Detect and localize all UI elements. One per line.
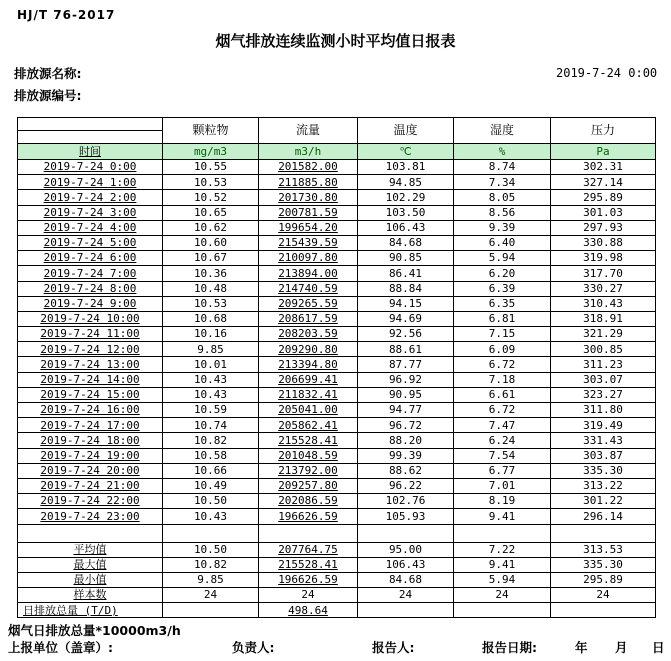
value-cell: 10.53: [163, 296, 259, 311]
table-row: [18, 387, 656, 402]
value-cell: 10.49: [163, 478, 259, 493]
value-cell: 201582.00: [259, 160, 358, 175]
summary-value: 335.30: [551, 557, 656, 572]
value-cell: 214740.59: [259, 281, 358, 296]
summary-value: 215528.41: [259, 557, 358, 572]
value-cell: 297.93: [551, 220, 656, 235]
value-cell: 7.54: [454, 448, 551, 463]
value-cell: 201730.80: [259, 190, 358, 205]
value-cell: 88.61: [358, 342, 454, 357]
table-row: [18, 418, 656, 433]
value-cell: 10.52: [163, 190, 259, 205]
summary-value: 295.89: [551, 572, 656, 587]
value-cell: 209265.59: [259, 296, 358, 311]
time-header-blank-top: [18, 118, 163, 131]
value-cell: 202086.59: [259, 494, 358, 509]
value-cell: 6.40: [454, 235, 551, 250]
value-cell: 88.62: [358, 463, 454, 478]
table-row: [18, 281, 656, 296]
value-cell: 7.34: [454, 175, 551, 190]
value-cell: 96.92: [358, 372, 454, 387]
value-cell: 88.20: [358, 433, 454, 448]
table-row: [18, 175, 656, 190]
value-cell: 88.84: [358, 281, 454, 296]
value-cell: 9.41: [454, 509, 551, 524]
summary-value: 24: [163, 588, 259, 603]
value-cell: 327.14: [551, 175, 656, 190]
value-cell: 310.43: [551, 296, 656, 311]
summary-label: 最小值: [18, 572, 163, 587]
summary-value: 24: [358, 588, 454, 603]
table-row: [18, 463, 656, 478]
value-cell: 10.55: [163, 160, 259, 175]
table-row: [18, 342, 656, 357]
summary-label: 日排放总量 (T/D): [18, 603, 163, 618]
value-cell: 7.47: [454, 418, 551, 433]
time-cell: 2019-7-24 14:00: [18, 372, 163, 387]
summary-row: [18, 572, 656, 587]
value-cell: 205041.00: [259, 403, 358, 418]
value-cell: 200781.59: [259, 205, 358, 220]
summary-value: 9.41: [454, 557, 551, 572]
value-cell: 6.09: [454, 342, 551, 357]
value-cell: 201048.59: [259, 448, 358, 463]
value-cell: 6.72: [454, 403, 551, 418]
summary-value: 207764.75: [259, 542, 358, 557]
value-cell: 10.36: [163, 266, 259, 281]
value-cell: 103.81: [358, 160, 454, 175]
value-cell: 215528.41: [259, 433, 358, 448]
value-cell: 295.89: [551, 190, 656, 205]
value-cell: 99.39: [358, 448, 454, 463]
value-cell: 9.39: [454, 220, 551, 235]
value-cell: 302.31: [551, 160, 656, 175]
standard-code: HJ/T 76-2017: [17, 8, 116, 22]
value-cell: 323.27: [551, 387, 656, 402]
time-cell: 2019-7-24 18:00: [18, 433, 163, 448]
time-cell: 2019-7-24 11:00: [18, 327, 163, 342]
value-cell: 208617.59: [259, 311, 358, 326]
value-cell: 10.48: [163, 281, 259, 296]
value-cell: 10.62: [163, 220, 259, 235]
col-header-humidity: 湿度: [454, 118, 551, 144]
summary-value: [163, 603, 259, 618]
time-cell: 2019-7-24 16:00: [18, 403, 163, 418]
footer-note: 烟气日排放总量*10000m3/h: [8, 623, 181, 638]
summary-value: 10.82: [163, 557, 259, 572]
time-cell: 2019-7-24 23:00: [18, 509, 163, 524]
col-header-particulate: 颗粒物: [163, 118, 259, 144]
summary-label: 平均值: [18, 542, 163, 557]
report-table: [17, 117, 656, 618]
time-cell: 2019-7-24 8:00: [18, 281, 163, 296]
value-cell: 102.76: [358, 494, 454, 509]
value-cell: 206699.41: [259, 372, 358, 387]
summary-row: [18, 557, 656, 572]
summary-value: 498.64: [259, 603, 358, 618]
value-cell: 86.41: [358, 266, 454, 281]
value-cell: 6.35: [454, 296, 551, 311]
time-cell: 2019-7-24 0:00: [18, 160, 163, 175]
time-cell: 2019-7-24 19:00: [18, 448, 163, 463]
value-cell: 209257.80: [259, 478, 358, 493]
value-cell: 6.20: [454, 266, 551, 281]
value-cell: 10.43: [163, 509, 259, 524]
value-cell: 318.91: [551, 311, 656, 326]
value-cell: 90.85: [358, 251, 454, 266]
value-cell: 211832.41: [259, 387, 358, 402]
value-cell: 296.14: [551, 509, 656, 524]
time-cell: 2019-7-24 6:00: [18, 251, 163, 266]
source-code-label: 排放源编号:: [14, 88, 82, 103]
summary-value: 24: [551, 588, 656, 603]
signature-row: [0, 638, 671, 656]
value-cell: 10.68: [163, 311, 259, 326]
value-cell: 87.77: [358, 357, 454, 372]
time-cell: 2019-7-24 3:00: [18, 205, 163, 220]
value-cell: 210097.80: [259, 251, 358, 266]
table-row: [18, 478, 656, 493]
summary-value: 106.43: [358, 557, 454, 572]
value-cell: 10.67: [163, 251, 259, 266]
value-cell: 331.43: [551, 433, 656, 448]
value-cell: 94.85: [358, 175, 454, 190]
time-header: 时间: [18, 144, 163, 160]
table-row: [18, 403, 656, 418]
value-cell: 303.07: [551, 372, 656, 387]
value-cell: 94.15: [358, 296, 454, 311]
hour-rows: [18, 160, 656, 525]
value-cell: 105.93: [358, 509, 454, 524]
value-cell: 330.27: [551, 281, 656, 296]
value-cell: 211885.80: [259, 175, 358, 190]
value-cell: 10.66: [163, 463, 259, 478]
summary-value: [551, 603, 656, 618]
value-cell: 10.43: [163, 372, 259, 387]
time-cell: 2019-7-24 10:00: [18, 311, 163, 326]
unit-flow: m3/h: [259, 144, 358, 160]
time-cell: 2019-7-24 1:00: [18, 175, 163, 190]
value-cell: 7.15: [454, 327, 551, 342]
report-date-label: 报告日期:: [482, 640, 537, 655]
table-row: [18, 433, 656, 448]
table-row: [18, 205, 656, 220]
value-cell: 205862.41: [259, 418, 358, 433]
summary-value: 196626.59: [259, 572, 358, 587]
value-cell: 10.60: [163, 235, 259, 250]
unit-temperature: ℃: [358, 144, 454, 160]
value-cell: 8.56: [454, 205, 551, 220]
col-header-temperature: 温度: [358, 118, 454, 144]
value-cell: 215439.59: [259, 235, 358, 250]
value-cell: 10.43: [163, 387, 259, 402]
value-cell: 10.50: [163, 494, 259, 509]
value-cell: 6.24: [454, 433, 551, 448]
time-cell: 2019-7-24 22:00: [18, 494, 163, 509]
value-cell: 311.80: [551, 403, 656, 418]
summary-value: 7.22: [454, 542, 551, 557]
value-cell: 103.50: [358, 205, 454, 220]
value-cell: 106.43: [358, 220, 454, 235]
value-cell: 6.39: [454, 281, 551, 296]
value-cell: 300.85: [551, 342, 656, 357]
value-cell: 94.77: [358, 403, 454, 418]
summary-rows: [18, 542, 656, 618]
summary-row: [18, 603, 656, 618]
value-cell: 209290.80: [259, 342, 358, 357]
reporter-label: 报告人:: [372, 640, 415, 655]
time-cell: 2019-7-24 21:00: [18, 478, 163, 493]
value-cell: 6.61: [454, 387, 551, 402]
summary-value: 9.85: [163, 572, 259, 587]
table-row: [18, 235, 656, 250]
summary-label: 最大值: [18, 557, 163, 572]
summary-value: 5.94: [454, 572, 551, 587]
responsible-person-label: 负责人:: [232, 640, 275, 655]
value-cell: 10.01: [163, 357, 259, 372]
time-cell: 2019-7-24 5:00: [18, 235, 163, 250]
table-row: [18, 220, 656, 235]
time-cell: 2019-7-24 7:00: [18, 266, 163, 281]
report-datetime: 2019-7-24 0:00: [556, 66, 658, 80]
value-cell: 10.59: [163, 403, 259, 418]
value-cell: 6.77: [454, 463, 551, 478]
summary-row: [18, 542, 656, 557]
value-cell: 213894.00: [259, 266, 358, 281]
value-cell: 208203.59: [259, 327, 358, 342]
time-cell: 2019-7-24 17:00: [18, 418, 163, 433]
value-cell: 10.16: [163, 327, 259, 342]
value-cell: 213792.00: [259, 463, 358, 478]
value-cell: 10.58: [163, 448, 259, 463]
year-label: 年: [575, 640, 588, 655]
value-cell: 96.72: [358, 418, 454, 433]
unit-pressure: Pa: [551, 144, 656, 160]
value-cell: 84.68: [358, 235, 454, 250]
time-cell: 2019-7-24 20:00: [18, 463, 163, 478]
page-title: 烟气排放连续监测小时平均值日报表: [215, 32, 456, 50]
value-cell: 303.87: [551, 448, 656, 463]
table-row: [18, 357, 656, 372]
value-cell: 213394.80: [259, 357, 358, 372]
value-cell: 317.70: [551, 266, 656, 281]
summary-value: 313.53: [551, 542, 656, 557]
spacer-row: [18, 524, 656, 542]
value-cell: 10.65: [163, 205, 259, 220]
value-cell: 9.85: [163, 342, 259, 357]
table-row: [18, 251, 656, 266]
table-row: [18, 509, 656, 524]
value-cell: 319.98: [551, 251, 656, 266]
table-row: [18, 266, 656, 281]
summary-value: [358, 603, 454, 618]
value-cell: 8.05: [454, 190, 551, 205]
table-row: [18, 160, 656, 175]
value-cell: 8.19: [454, 494, 551, 509]
value-cell: 7.18: [454, 372, 551, 387]
summary-value: 24: [454, 588, 551, 603]
value-cell: 7.01: [454, 478, 551, 493]
value-cell: 92.56: [358, 327, 454, 342]
value-cell: 301.03: [551, 205, 656, 220]
value-cell: 8.74: [454, 160, 551, 175]
time-cell: 2019-7-24 9:00: [18, 296, 163, 311]
value-cell: 313.22: [551, 478, 656, 493]
units-row: [18, 144, 656, 160]
unit-particulate: mg/m3: [163, 144, 259, 160]
month-label: 月: [615, 640, 628, 655]
value-cell: 196626.59: [259, 509, 358, 524]
table-row: [18, 448, 656, 463]
col-header-flow: 流量: [259, 118, 358, 144]
time-cell: 2019-7-24 12:00: [18, 342, 163, 357]
value-cell: 10.82: [163, 433, 259, 448]
time-cell: 2019-7-24 2:00: [18, 190, 163, 205]
time-cell: 2019-7-24 4:00: [18, 220, 163, 235]
summary-value: 84.68: [358, 572, 454, 587]
summary-row: [18, 588, 656, 603]
value-cell: 96.22: [358, 478, 454, 493]
value-cell: 6.81: [454, 311, 551, 326]
table-row: [18, 372, 656, 387]
value-cell: 10.53: [163, 175, 259, 190]
summary-value: 10.50: [163, 542, 259, 557]
value-cell: 90.95: [358, 387, 454, 402]
header-row-top: [18, 118, 656, 131]
value-cell: 94.69: [358, 311, 454, 326]
source-name-label: 排放源名称:: [14, 66, 82, 81]
table-row: [18, 296, 656, 311]
reporting-unit-label: 上报单位（盖章）:: [8, 640, 113, 655]
value-cell: 321.29: [551, 327, 656, 342]
value-cell: 311.23: [551, 357, 656, 372]
table-row: [18, 327, 656, 342]
value-cell: 6.72: [454, 357, 551, 372]
value-cell: 301.22: [551, 494, 656, 509]
time-header-blank-bottom: [18, 131, 163, 144]
time-cell: 2019-7-24 15:00: [18, 387, 163, 402]
table-row: [18, 190, 656, 205]
unit-humidity: %: [454, 144, 551, 160]
col-header-pressure: 压力: [551, 118, 656, 144]
value-cell: 330.88: [551, 235, 656, 250]
summary-value: [454, 603, 551, 618]
value-cell: 10.74: [163, 418, 259, 433]
table-row: [18, 494, 656, 509]
summary-value: 95.00: [358, 542, 454, 557]
summary-label: 样本数: [18, 588, 163, 603]
value-cell: 102.29: [358, 190, 454, 205]
value-cell: 335.30: [551, 463, 656, 478]
summary-value: 24: [259, 588, 358, 603]
value-cell: 5.94: [454, 251, 551, 266]
table-row: [18, 311, 656, 326]
value-cell: 199654.20: [259, 220, 358, 235]
day-label: 日: [652, 640, 665, 655]
value-cell: 319.49: [551, 418, 656, 433]
time-cell: 2019-7-24 13:00: [18, 357, 163, 372]
